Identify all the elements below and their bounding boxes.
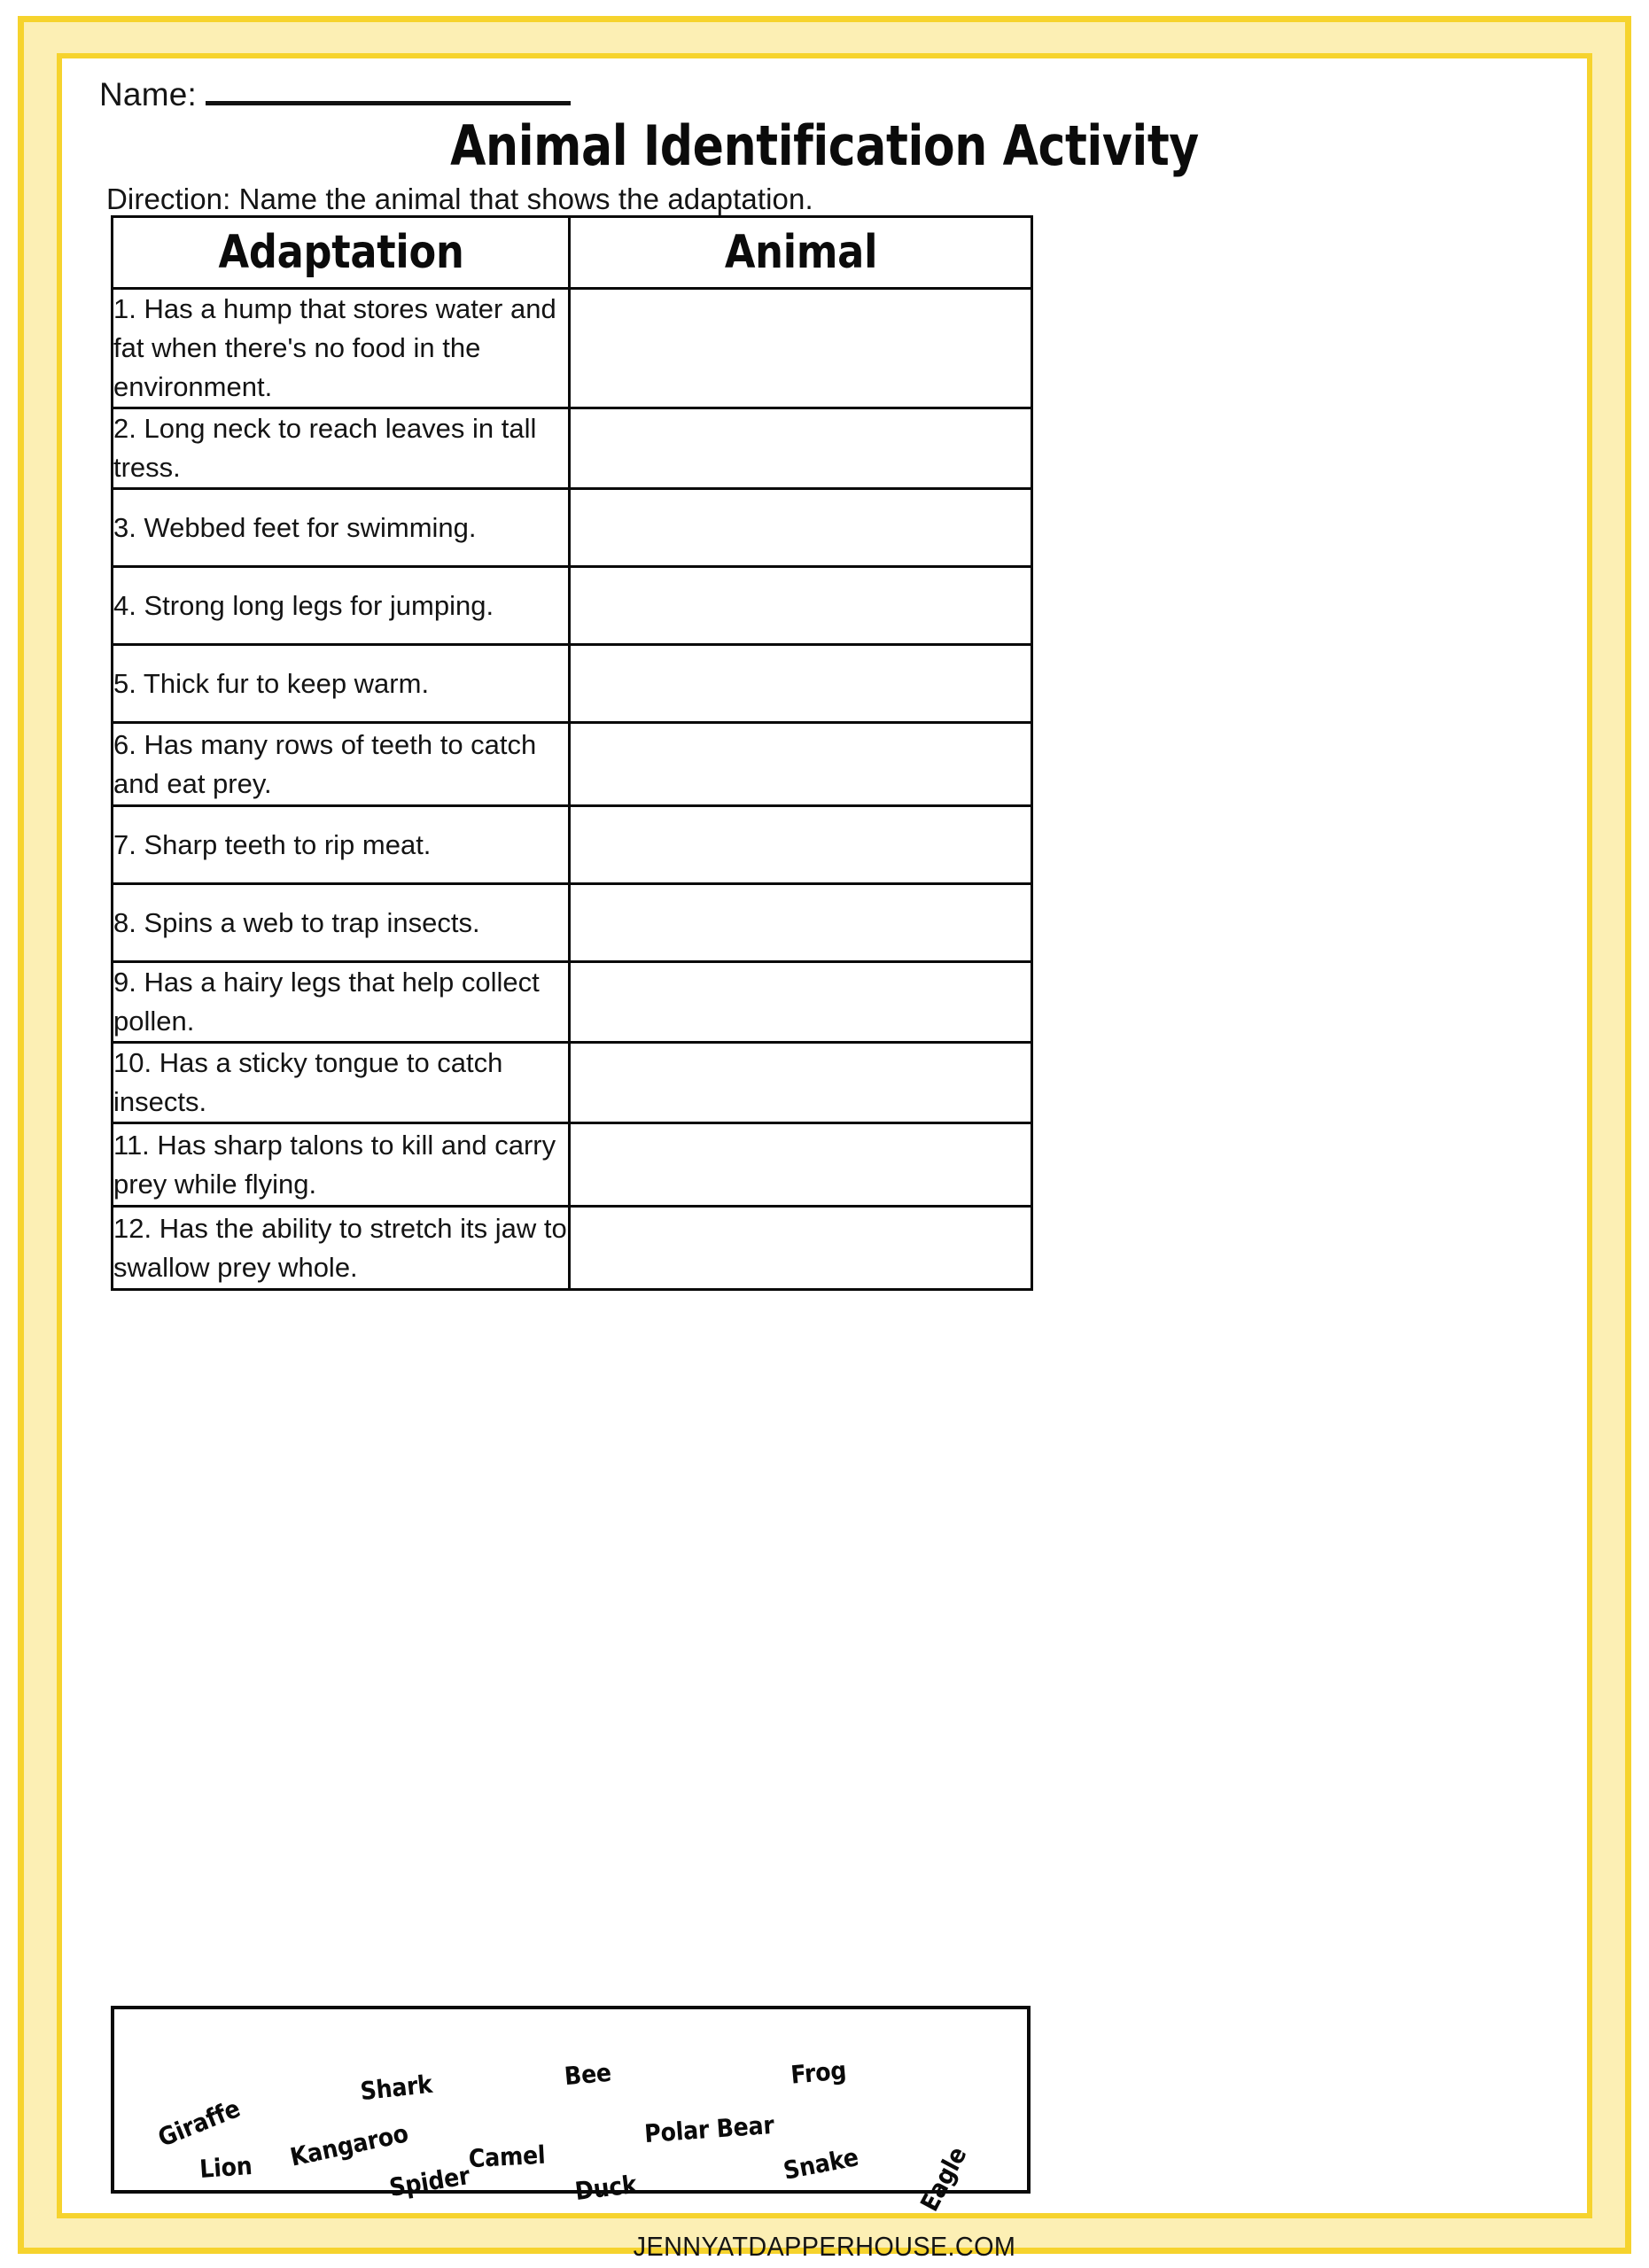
adaptation-table [111,215,1033,1291]
table-row [113,567,1032,645]
table-row [113,884,1032,962]
answer-cell-7[interactable] [570,806,1032,884]
word-bank-item[interactable]: Camel [468,2140,547,2174]
table-row [113,723,1032,806]
table-row [113,289,1032,408]
word-bank-item[interactable]: Eagle [914,2141,973,2217]
adaptation-cell-6: 6. Has many rows of teeth to catch and eat prey. [113,723,570,806]
adaptation-cell-2: 2. Long neck to reach leaves in tall tress. [113,408,570,489]
word-bank-item[interactable]: Giraffe [153,2093,245,2153]
name-field-row [99,78,571,111]
word-bank-item[interactable]: Duck [573,2169,639,2207]
table-row [113,1123,1032,1207]
name-input-line[interactable] [206,101,571,105]
table-row [113,1207,1032,1290]
word-bank-item[interactable]: Spider [387,2161,472,2202]
table-row [113,408,1032,489]
adaptation-cell-5: 5. Thick fur to keep warm. [113,645,570,723]
answer-cell-11[interactable] [570,1123,1032,1207]
answer-cell-10[interactable] [570,1043,1032,1123]
answer-cell-2[interactable] [570,408,1032,489]
answer-cell-9[interactable] [570,962,1032,1043]
word-bank-item[interactable]: Kangaroo [287,2118,411,2172]
word-bank-item[interactable]: Shark [359,2069,434,2107]
word-bank [111,2006,1031,2217]
word-bank-item[interactable]: Snake [781,2142,861,2186]
column-header-animal: Animal [602,217,1000,289]
answer-cell-1[interactable] [570,289,1032,408]
adaptation-cell-7: 7. Sharp teeth to rip meat. [113,806,570,884]
answer-cell-12[interactable] [570,1207,1032,1290]
table-row [113,962,1032,1043]
answer-cell-5[interactable] [570,645,1032,723]
table-row [113,489,1032,567]
name-label: Name: [99,76,197,113]
outer-yellow-border [18,16,1631,2262]
answer-cell-4[interactable] [570,567,1032,645]
column-header-adaptation: Adaptation [144,217,538,289]
adaptation-cell-4: 4. Strong long legs for jumping. [113,567,570,645]
page-title: Animal Identification Activity [450,113,1199,178]
word-bank-item[interactable]: Lion [198,2150,253,2185]
worksheet-content [62,58,1587,2262]
word-bank-item[interactable]: Frog [789,2055,848,2090]
footer-credit: JENNYATDAPPERHOUSE.COM [633,2231,1016,2262]
table-header-row [113,217,1032,289]
answer-cell-6[interactable] [570,723,1032,806]
adaptation-cell-11: 11. Has sharp talons to kill and carry prey while flying. [113,1123,570,1207]
word-bank-item[interactable]: Bee [563,2057,613,2092]
adaptation-cell-12: 12. Has the ability to stretch its jaw to swallow prey whole. [113,1207,570,1290]
table-row [113,1043,1032,1123]
inner-yellow-border [57,53,1592,2262]
adaptation-cell-3: 3. Webbed feet for swimming. [113,489,570,567]
direction-text: Direction: Name the animal that shows the adaptation. [106,183,813,215]
adaptation-cell-10: 10. Has a sticky tongue to catch insects. [113,1043,570,1123]
adaptation-cell-1: 1. Has a hump that stores water and fat when there's no food in the environment. [113,289,570,408]
answer-cell-8[interactable] [570,884,1032,962]
table-row [113,806,1032,884]
adaptation-cell-8: 8. Spins a web to trap insects. [113,884,570,962]
word-bank-item[interactable]: Polar Bear [643,2109,775,2149]
adaptation-cell-9: 9. Has a hairy legs that help collect pollen. [113,962,570,1043]
answer-cell-3[interactable] [570,489,1032,567]
table-row [113,645,1032,723]
